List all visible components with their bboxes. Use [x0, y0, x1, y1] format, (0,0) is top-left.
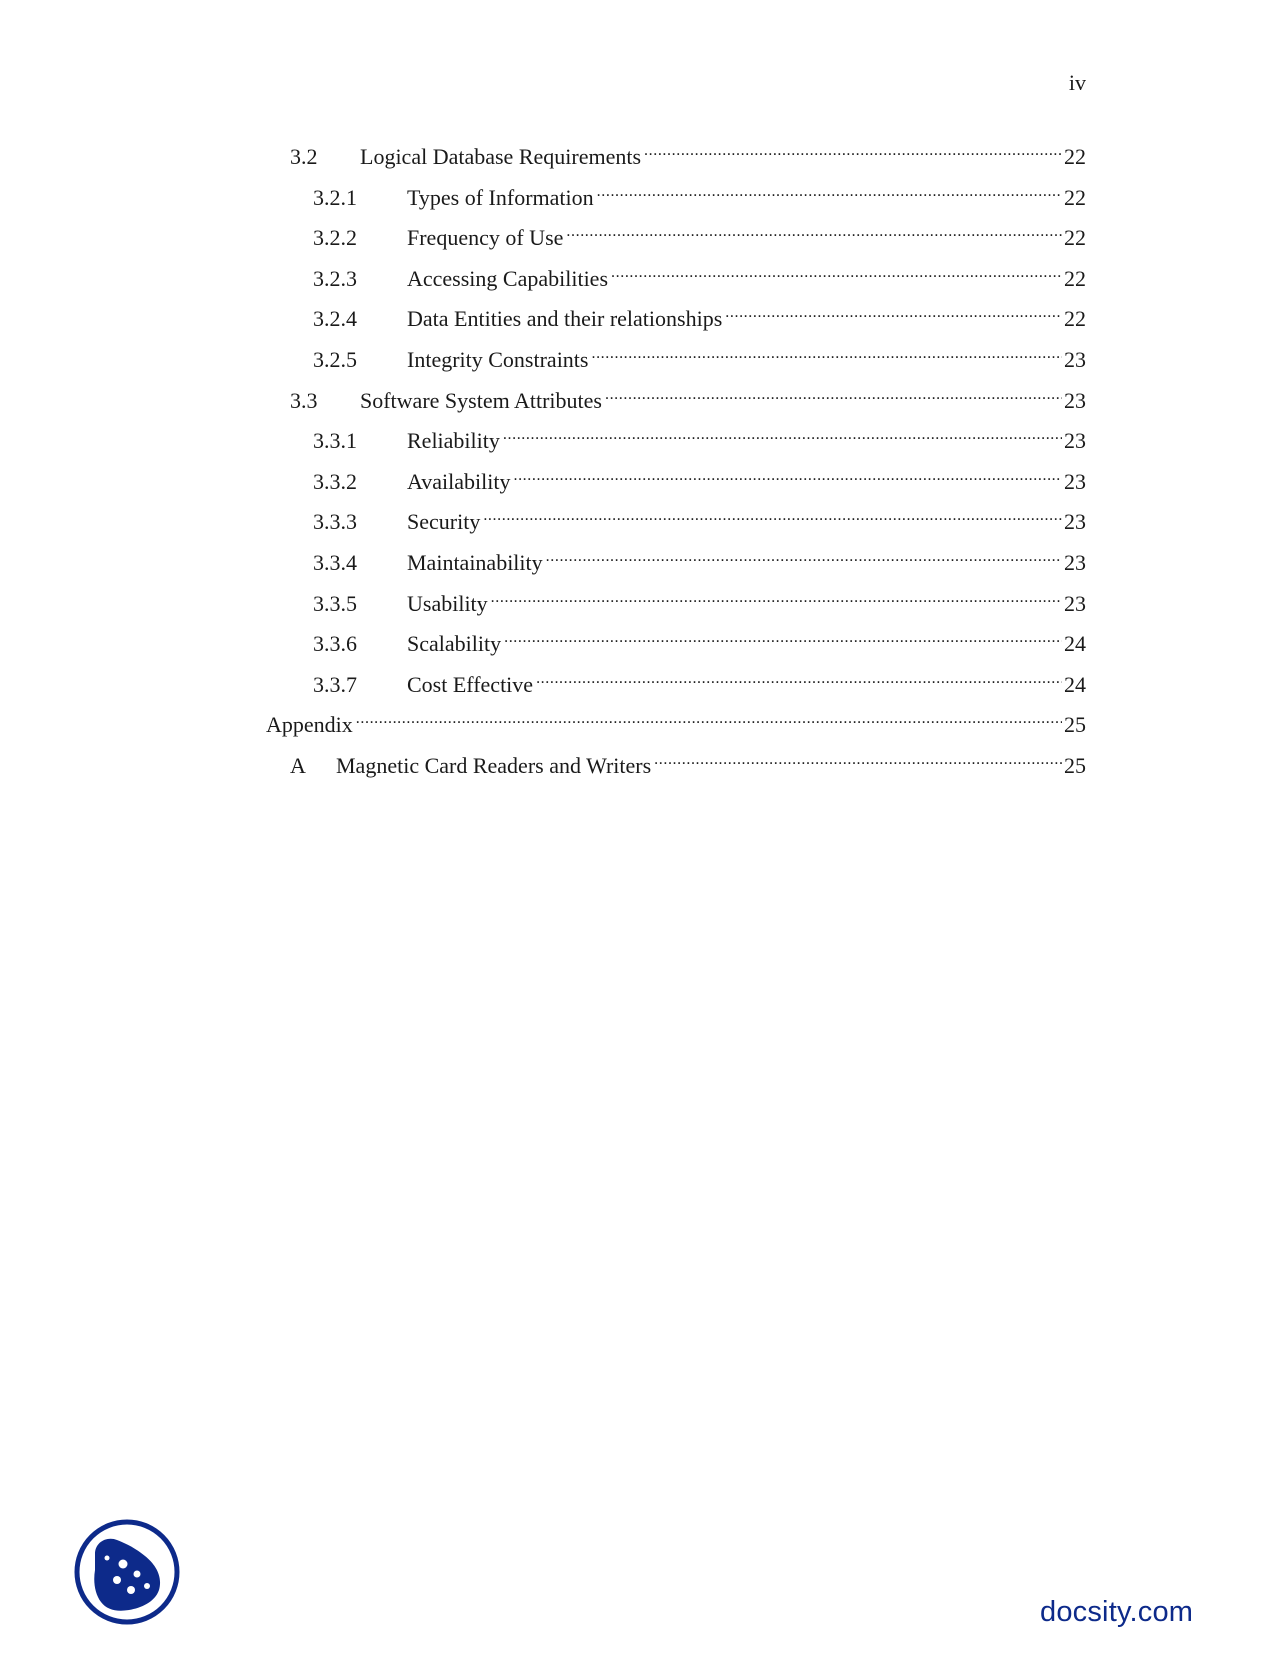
toc-entry-3-2-5[interactable]: [266, 339, 1086, 380]
page-number: iv: [1068, 70, 1086, 95]
toc-entry-number: A: [290, 752, 306, 778]
docsity-brand[interactable]: docsity.com: [1040, 1596, 1194, 1628]
dot-leader: [504, 623, 1062, 651]
toc-entry-3-3-1[interactable]: [266, 420, 1086, 461]
toc-entry-title: Accessing Capabilities: [407, 265, 609, 291]
toc-entry-appendix-a[interactable]: [266, 745, 1086, 786]
toc-entry-number: 3.3: [290, 387, 318, 413]
toc-entry-page: 23: [1064, 590, 1086, 616]
toc-entry-title: Cost Effective: [407, 671, 534, 697]
toc-entry-page: 23: [1064, 387, 1086, 413]
dot-leader: [491, 583, 1062, 611]
toc-entry-number: 3.3.1: [313, 428, 357, 454]
dot-leader: [356, 704, 1062, 732]
toc-entry-3-2-3[interactable]: [266, 258, 1086, 299]
toc-entry-number: 3.3.6: [313, 631, 357, 657]
toc-entry-title: Frequency of Use: [407, 225, 564, 251]
toc-entry-number: 3.2.5: [313, 346, 357, 372]
toc-entry-number: 3.2: [290, 144, 318, 169]
toc-entry-3-3-7[interactable]: [266, 664, 1086, 705]
dot-leader: [605, 380, 1062, 408]
toc-entry-title: Magnetic Card Readers and Writers: [336, 752, 652, 778]
toc-entry-page: 22: [1064, 225, 1086, 251]
toc-entry-page: 22: [1064, 306, 1086, 332]
toc-entry-page: 24: [1064, 671, 1086, 697]
toc-entry-number: 3.2.1: [313, 184, 357, 210]
toc-entry-page: 22: [1064, 184, 1086, 210]
dot-leader: [536, 664, 1062, 692]
dot-leader: [611, 258, 1062, 286]
toc-entry-title: Scalability: [407, 631, 502, 657]
toc-entry-3-2[interactable]: [266, 136, 1086, 177]
toc-entry-page: 25: [1064, 752, 1086, 778]
toc-entry-page: 25: [1064, 712, 1086, 738]
toc-entry-3-2-4[interactable]: [266, 298, 1086, 339]
toc-entry-3-3-4[interactable]: [266, 542, 1086, 583]
toc-entry-number: 3.3.3: [313, 509, 357, 535]
dot-leader: [503, 420, 1062, 448]
toc-entry-title: Integrity Constraints: [407, 346, 589, 372]
toc-entry-number: 3.3.5: [313, 590, 357, 616]
toc-entry-title: Appendix: [266, 712, 353, 738]
toc-entry-title: Usability: [407, 590, 488, 616]
toc-entry-3-3[interactable]: [266, 380, 1086, 421]
toc-entry-3-2-1[interactable]: [266, 177, 1086, 218]
dot-leader: [725, 298, 1062, 326]
docsity-logo-icon: [73, 1518, 181, 1626]
toc-entry-3-3-5[interactable]: [266, 583, 1086, 624]
table-of-contents: [266, 136, 1086, 786]
toc-entry-page: 23: [1064, 509, 1086, 535]
toc-entry-number: 3.3.4: [313, 549, 357, 575]
toc-entry-3-3-2[interactable]: [266, 461, 1086, 502]
dot-leader: [591, 339, 1062, 367]
toc-entry-page: 23: [1064, 346, 1086, 372]
toc-entry-title: Maintainability: [407, 549, 543, 575]
toc-entry-title: Software System Attributes: [360, 387, 602, 413]
toc-entry-number: 3.2.2: [313, 225, 357, 251]
toc-entry-3-3-3[interactable]: [266, 501, 1086, 542]
toc-entry-title: Security: [407, 509, 481, 535]
toc-entry-appendix[interactable]: [266, 704, 1086, 745]
toc-entry-number: 3.2.3: [313, 265, 357, 291]
toc-entry-page: 24: [1064, 631, 1086, 657]
toc-entry-title: Reliability: [407, 428, 500, 454]
dot-leader: [654, 745, 1062, 773]
toc-entry-title: Types of Information: [407, 184, 594, 210]
dot-leader: [546, 542, 1062, 570]
dot-leader: [566, 217, 1062, 245]
dot-leader: [483, 501, 1062, 529]
toc-entry-number: 3.2.4: [313, 306, 357, 332]
dot-leader: [597, 177, 1062, 205]
toc-entry-title: Availability: [407, 468, 511, 494]
toc-entry-page: 23: [1064, 549, 1086, 575]
toc-entry-page: 23: [1064, 428, 1086, 454]
toc-entry-page: 22: [1064, 265, 1086, 291]
toc-entry-3-3-6[interactable]: [266, 623, 1086, 664]
dot-leader: [644, 136, 1062, 164]
toc-entry-page: 22: [1064, 144, 1086, 169]
toc-entry-3-2-2[interactable]: [266, 217, 1086, 258]
dot-leader: [513, 461, 1062, 489]
toc-entry-title: Logical Database Requirements: [360, 144, 642, 169]
toc-entry-number: 3.3.7: [313, 671, 357, 697]
toc-entry-number: 3.3.2: [313, 468, 357, 494]
toc-entry-page: 23: [1064, 468, 1086, 494]
toc-entry-title: Data Entities and their relationships: [407, 306, 723, 332]
